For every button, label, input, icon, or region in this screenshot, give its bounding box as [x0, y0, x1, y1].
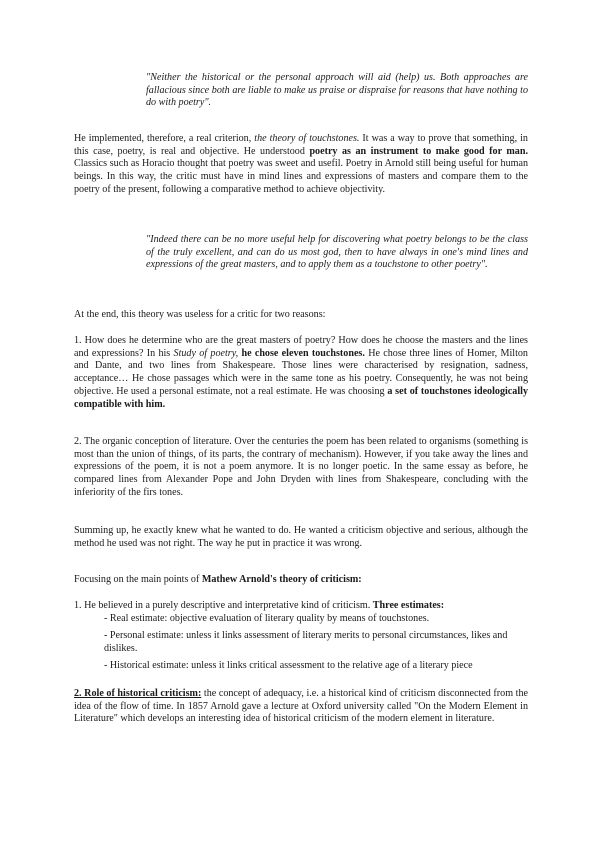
quote-block-2: "Indeed there can be no more useful help for discovering what poetry belongs to be the class of the truly excellent, and can do us most god, then to have always in one's mind lines and expressions of the great masters, and to apply them as a touchstone to other poetry". [146, 234, 528, 271]
paragraph-point-1 [74, 600, 528, 613]
paragraph-point-2 [74, 688, 528, 726]
paragraph-focusing [74, 574, 528, 587]
p3-text-a: 1. How does he determine who are the great masters of poetry? How does he choose the masters and the lines and expressions? In his [74, 335, 528, 359]
estimate-personal: - Personal estimate: unless it links assessment of literary merits to personal circumstances, likes and dislikes. [104, 630, 508, 654]
p1-text-a: He implemented, therefore, a real criterion, [74, 133, 252, 144]
paragraph-summing-up: Summing up, he exactly knew what he wanted to do. He wanted a criticism objective and serious, although the method he used was not right. The way he put in practice it was wrong. [74, 525, 528, 549]
paragraph-reason-2: 2. The organic conception of literature. Over the centuries the poem has been related to organisms (something is most than the union of things, of its parts, the contrary of mechanism). However, if you take away the lines and expressions of the poem, it is not a poem anymore. It is no longer poetic. In the same essay as before, he compared lines from Alexander Pope and John Dryden with lines from Shakespeare, concluding with the inferiority of the firs tones. [74, 436, 528, 498]
p3-italic-study: Study of poetry, [173, 347, 239, 359]
p8-bold-role: 2. Role of historical criticism: [74, 688, 202, 699]
p7-bold-estimates: Three estimates: [372, 600, 445, 611]
estimate-historical: - Historical estimate: unless it links critical assessment to the relative age of a literary piece [104, 660, 473, 671]
estimate-real: - Real estimate: objective evaluation of literary quality by means of touchstones. [104, 613, 430, 624]
p6-text-a: Focusing on the main points of [74, 574, 200, 585]
p1-text-c: It was a way to prove that something, in this case, poetry, is real and objective. He understood [74, 133, 528, 157]
p7-text-a: 1. He believed in a purely descriptive and interpretative kind of criticism. [74, 600, 371, 611]
p1-bold-instrument: poetry as an instrument to make good for man. [309, 145, 528, 157]
p3-text-d: He chose three lines of Homer, Milton and Dante, and two lines from Shakespeare. Those lines were characterised by resignation, sadness, acceptance… He chose passages which were in the same tone as his poetry. Consequently, he was not being objective. He used a personal estimate, not a real estimate. He was choosing [74, 347, 528, 397]
p3-bold-set: a set of touchstones ideologically compatible with him. [74, 385, 528, 410]
paragraph-touchstones [74, 133, 528, 197]
p6-bold-theory: Mathew Arnold's theory of criticism: [201, 574, 362, 585]
quote-block-1: "Neither the historical or the personal approach will aid (help) us. Both approaches are fallacious since both are liable to make us praise or dispraise for reasons that have nothing to do with poetry". [146, 72, 528, 109]
p1-text-e: Classics such as Horacio thought that poetry was sweet and usefil. Poetry in Arnold still being useful for human beings. In this way, the critic must have in mind lines and expressions of masters and compare them to the poetry of the present, following a comparative method to achieve objectivity. [74, 158, 528, 195]
p8-text-b: the concept of adequacy, i.e. a historical kind of criticism disconnected from the idea of the flow of time. In 1857 Arnold gave a lecture at Oxford university called "On the Modern Element in Literature" which develops an interesting idea of historical criticism of the modern element in literature. [74, 688, 528, 725]
paragraph-useless: At the end, this theory was useless for a critic for two reasons: [74, 309, 326, 320]
p1-italic-theory: the theory of touchstones. [254, 133, 360, 144]
p3-bold-eleven: he chose eleven touchstones. [241, 347, 365, 359]
paragraph-reason-1 [74, 335, 528, 411]
